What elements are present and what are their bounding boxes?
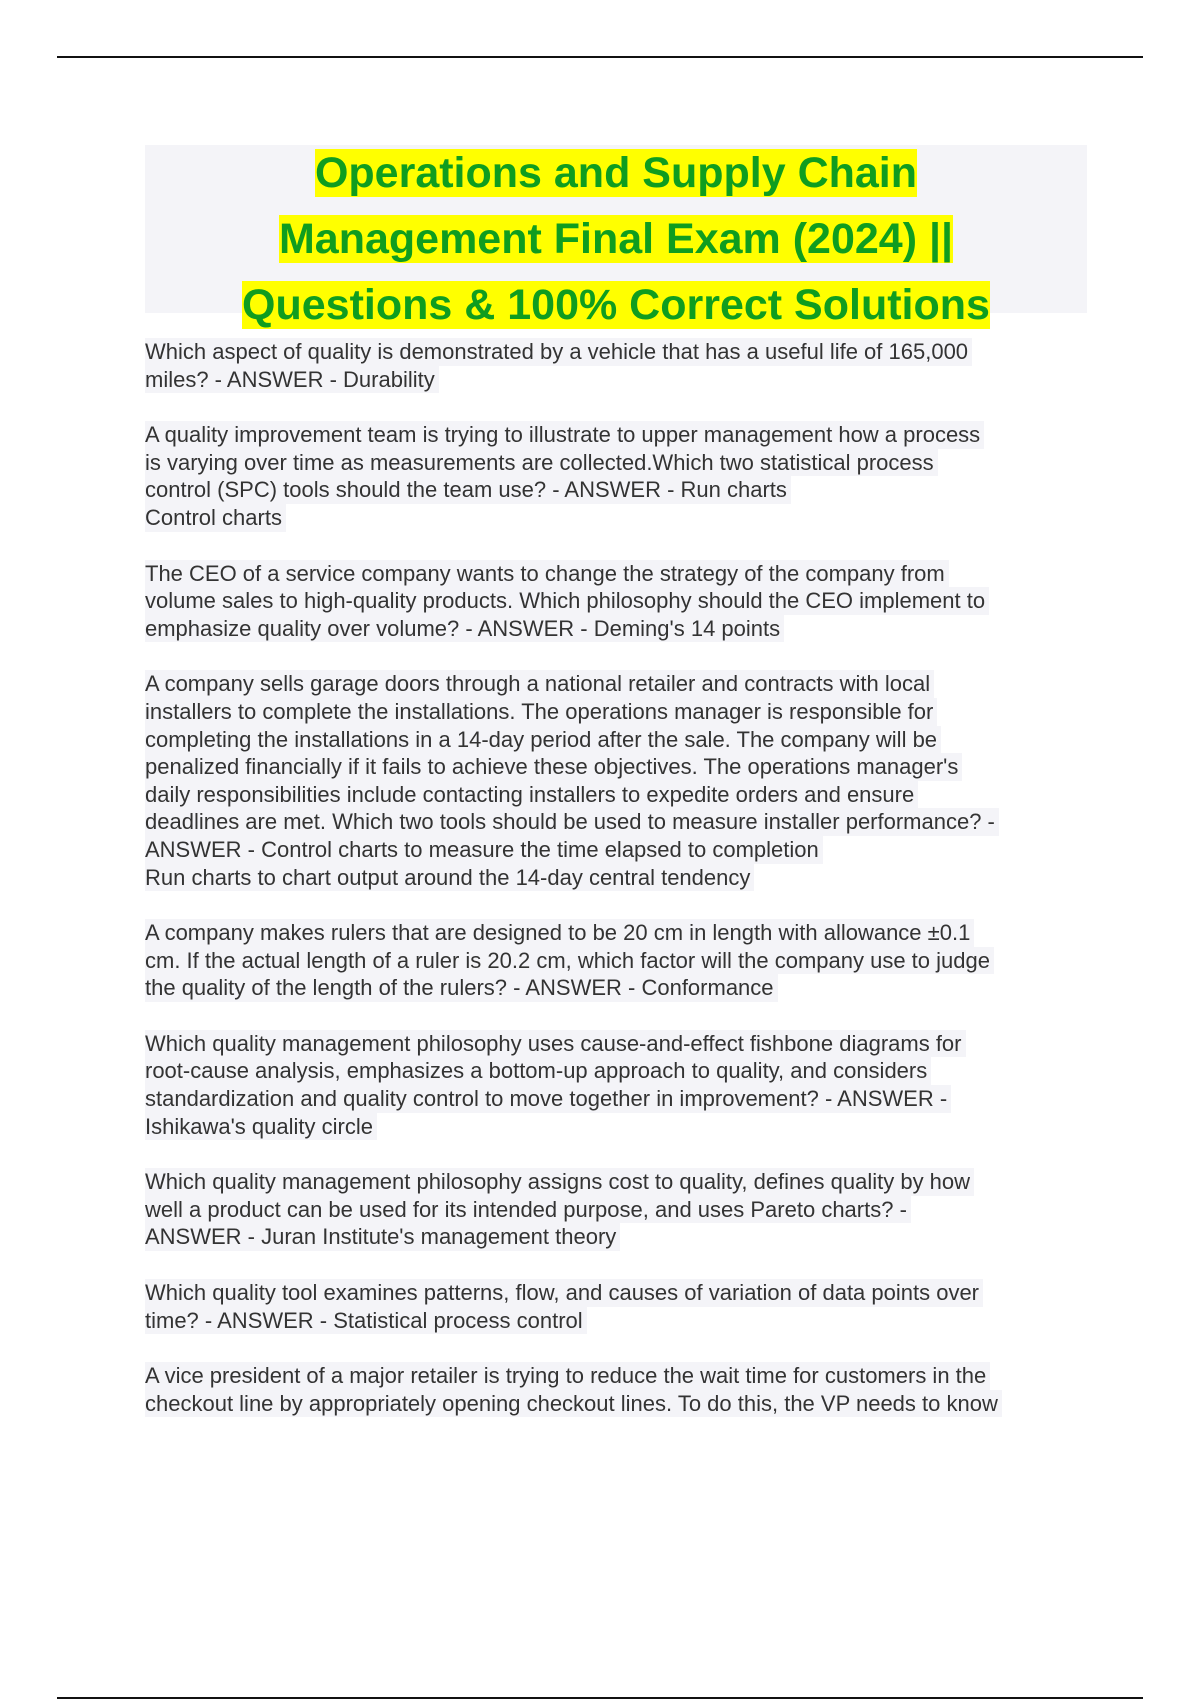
page-title: [145, 145, 1087, 343]
qa-text-line: is varying over time as measurements are collected.Which two statistical process: [145, 449, 938, 477]
qa-text-line: A company makes rulers that are designed to be 20 cm in length with allowance ±0.1: [145, 919, 974, 947]
qa-item: [145, 338, 1090, 393]
qa-item: [145, 1168, 1090, 1251]
qa-text-line: completing the installations in a 14-day period after the sale. The company will be: [145, 726, 941, 754]
qa-text-line: cm. If the actual length of a ruler is 20.2 cm, which factor will the company use to judge: [145, 947, 994, 975]
qa-text-line: ANSWER - Juran Institute's management theory: [145, 1223, 620, 1251]
qa-text-line: emphasize quality over volume? - ANSWER - Deming's 14 points: [145, 615, 784, 643]
title-line: Management Final Exam (2024) ||: [278, 215, 954, 263]
qa-text-line: Which quality tool examines patterns, flow, and causes of variation of data points over: [145, 1279, 983, 1307]
qa-text-line: miles? - ANSWER - Durability: [145, 366, 439, 394]
qa-text-line: the quality of the length of the rulers? - ANSWER - Conformance: [145, 974, 778, 1002]
qa-text-line: Control charts: [145, 504, 286, 532]
qa-item: [145, 919, 1090, 1002]
qa-text-line: deadlines are met. Which two tools should be used to measure installer performance? -: [145, 808, 999, 836]
bottom-rule: [57, 1697, 1143, 1699]
qa-text-line: The CEO of a service company wants to change the strategy of the company from: [145, 560, 949, 588]
qa-text-line: Which quality management philosophy assigns cost to quality, defines quality by how: [145, 1168, 974, 1196]
qa-item: [145, 560, 1090, 643]
qa-text-line: daily responsibilities include contacting installers to expedite orders and ensure: [145, 781, 918, 809]
qa-item: [145, 1030, 1090, 1140]
qa-text-line: control (SPC) tools should the team use? - ANSWER - Run charts: [145, 476, 791, 504]
qa-list: [145, 338, 1090, 1445]
qa-text-line: Which aspect of quality is demonstrated by a vehicle that has a useful life of 165,000: [145, 338, 972, 366]
qa-text-line: Run charts to chart output around the 14-day central tendency: [145, 864, 754, 892]
qa-text-line: time? - ANSWER - Statistical process control: [145, 1307, 587, 1335]
qa-text-line: A vice president of a major retailer is trying to reduce the wait time for customers in the: [145, 1362, 990, 1390]
qa-text-line: ANSWER - Control charts to measure the time elapsed to completion: [145, 836, 823, 864]
title-line: Operations and Supply Chain: [314, 149, 918, 197]
qa-text-line: A quality improvement team is trying to illustrate to upper management how a process: [145, 421, 984, 449]
qa-item: [145, 1279, 1090, 1334]
qa-text-line: checkout line by appropriately opening checkout lines. To do this, the VP needs to know: [145, 1390, 1002, 1418]
qa-text-line: penalized financially if it fails to achieve these objectives. The operations manager's: [145, 753, 962, 781]
qa-item: [145, 1362, 1090, 1417]
title-block: [145, 145, 1087, 329]
qa-item: [145, 670, 1090, 891]
qa-item: [145, 421, 1090, 531]
qa-text-line: root-cause analysis, emphasizes a bottom-up approach to quality, and considers: [145, 1057, 931, 1085]
qa-text-line: Which quality management philosophy uses cause-and-effect fishbone diagrams for: [145, 1030, 966, 1058]
title-line: Questions & 100% Correct Solutions: [242, 281, 990, 329]
qa-text-line: Ishikawa's quality circle: [145, 1113, 377, 1141]
qa-text-line: installers to complete the installations. The operations manager is responsible for: [145, 698, 937, 726]
qa-text-line: well a product can be used for its intended purpose, and uses Pareto charts? -: [145, 1196, 911, 1224]
qa-text-line: volume sales to high-quality products. Which philosophy should the CEO implement to: [145, 587, 989, 615]
top-rule: [57, 56, 1143, 58]
qa-text-line: standardization and quality control to move together in improvement? - ANSWER -: [145, 1085, 951, 1113]
qa-text-line: A company sells garage doors through a national retailer and contracts with local: [145, 670, 934, 698]
